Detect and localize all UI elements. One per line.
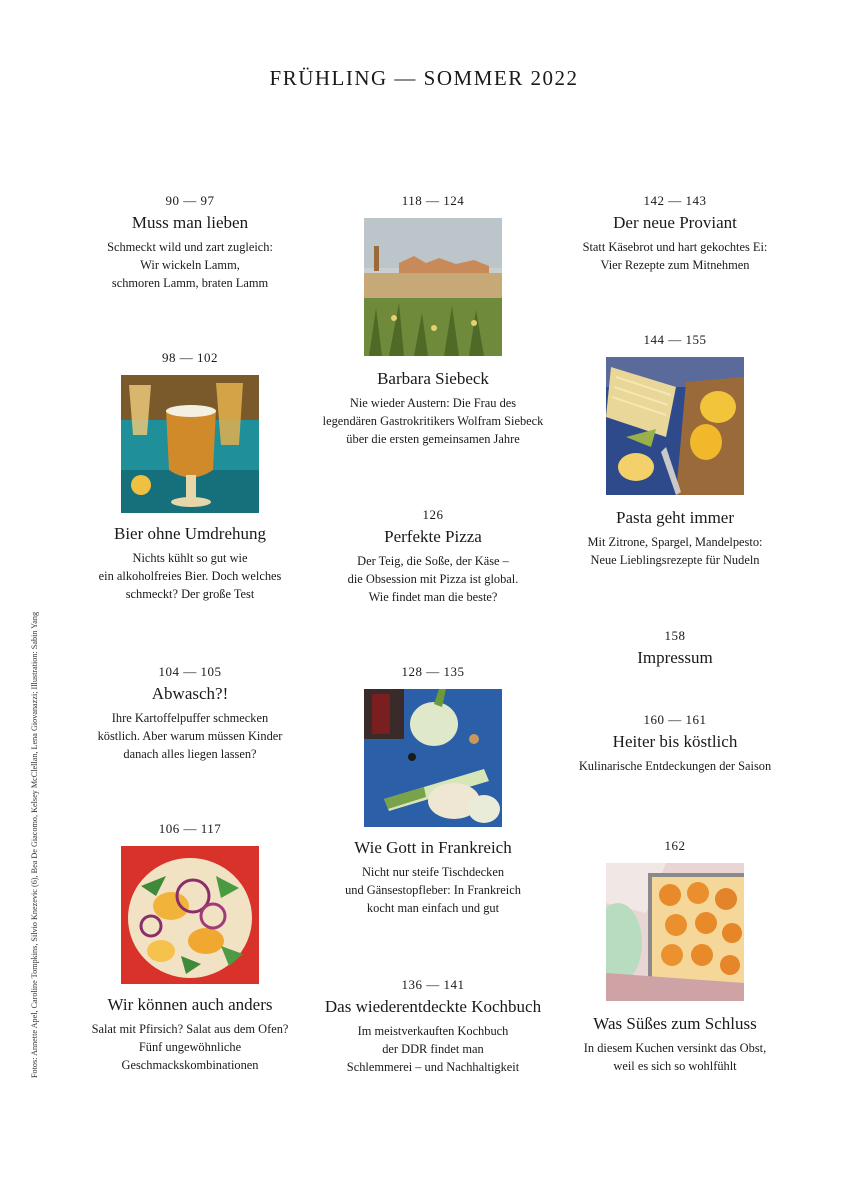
entry-title[interactable]: Barbara Siebeck [377,369,489,388]
toc-entry-proviant[interactable] [562,192,788,274]
entry-title[interactable]: Abwasch?! [151,684,229,703]
apricot-cake-photo [606,863,744,1001]
toc-entry-impressum[interactable] [562,627,788,669]
entry-description: Kulinarische Entdeckungen der Saison [578,759,772,773]
page-range: 158 [664,628,686,643]
page-range: 90 — 97 [165,193,215,208]
entry-title[interactable]: Bier ohne Umdrehung [113,524,267,543]
beer-glasses-photo [121,375,259,513]
page-range: 128 — 135 [401,664,465,679]
entry-title[interactable]: Der neue Proviant [613,213,737,232]
toc-entry-heiter[interactable] [562,711,788,775]
toc-entry-salat[interactable] [80,820,300,1074]
page-range: 144 — 155 [643,332,707,347]
page-range: 118 — 124 [401,193,465,208]
entry-description: Nichts kühlt so gut wie ein alkoholfreies Bier. Doch welches schmeckt? Der große Test [98,551,282,601]
entry-title[interactable]: Wie Gott in Frankreich [354,838,512,857]
entry-description: Im meistverkauften Kochbuch der DDR findet man Schlemmerei – und Nachhaltigkeit [346,1024,520,1074]
page-range: 106 — 117 [158,821,222,836]
page-title: FRÜHLING — SOMMER 2022 [269,66,579,90]
entry-title[interactable]: Perfekte Pizza [384,527,482,546]
toc-entry-pasta[interactable] [562,331,788,569]
entry-title[interactable]: Wir können auch anders [107,995,273,1014]
entry-description: Nicht nur steife Tischdecken und Gänsestopfleber: In Frankreich kocht man einfach und gut [345,865,521,915]
page-range: 142 — 143 [643,193,707,208]
peach-salad-photo [121,846,259,984]
entry-description: Nie wieder Austern: Die Frau des legendären Gastrokritikers Wolfram Siebeck über die ersten gemeinsamen Jahre [322,396,544,446]
fennel-leek-photo [364,689,502,827]
toc-entry-bier[interactable] [80,349,300,603]
toc-entry-lamm[interactable] [80,192,300,292]
toc-entry-siebeck[interactable] [318,192,548,448]
page-range: 104 — 105 [158,664,222,679]
photo-credits: Fotos: Annette Apel, Caroline Tompkins, Silvio Knezevic (6), Bea De Giacomo, Kelsey McClellan, Lena Giovanazzi; Illustration: Sabin Yang [30,611,39,1078]
entry-title[interactable]: Das wiederentdeckte Kochbuch [324,997,542,1016]
page-range: 98 — 102 [162,350,218,365]
entry-title[interactable]: Was Süßes zum Schluss [593,1014,757,1033]
toc-entry-pizza[interactable] [318,506,548,606]
entry-description: Der Teig, die Soße, der Käse – die Obsession mit Pizza ist global. Wie findet man die beste? [347,554,519,604]
entry-description: Ihre Kartoffelpuffer schmecken köstlich. Aber warum müssen Kinder danach alles liegen lassen? [97,711,283,761]
landscape-photo [364,218,502,356]
entry-description: Mit Zitrone, Spargel, Mandelpesto: Neue Lieblingsrezepte für Nudeln [587,535,763,567]
page-range: 160 — 161 [643,712,707,727]
toc-entry-abwasch[interactable] [80,663,300,763]
toc-entry-kochbuch[interactable] [318,976,548,1076]
toc-entry-kuchen[interactable] [562,837,788,1075]
page-range: 136 — 141 [401,977,465,992]
pasta-lemon-photo [606,357,744,495]
entry-title[interactable]: Heiter bis köstlich [612,732,738,751]
page-range: 126 [422,507,444,522]
entry-description: In diesem Kuchen versinkt das Obst, weil es sich so wohlfühlt [583,1041,767,1073]
entry-title[interactable]: Pasta geht immer [615,508,735,527]
entry-title[interactable]: Impressum [637,648,713,667]
entry-description: Salat mit Pfirsich? Salat aus dem Ofen? Fünf ungewöhnliche Geschmackskombinationen [91,1022,289,1072]
entry-description: Statt Käsebrot und hart gekochtes Ei: Vier Rezepte zum Mitnehmen [582,240,768,272]
entry-description: Schmeckt wild und zart zugleich: Wir wickeln Lamm, schmoren Lamm, braten Lamm [107,240,273,290]
entry-title[interactable]: Muss man lieben [131,213,249,232]
page-range: 162 [664,838,686,853]
toc-entry-frankreich[interactable] [318,663,548,917]
